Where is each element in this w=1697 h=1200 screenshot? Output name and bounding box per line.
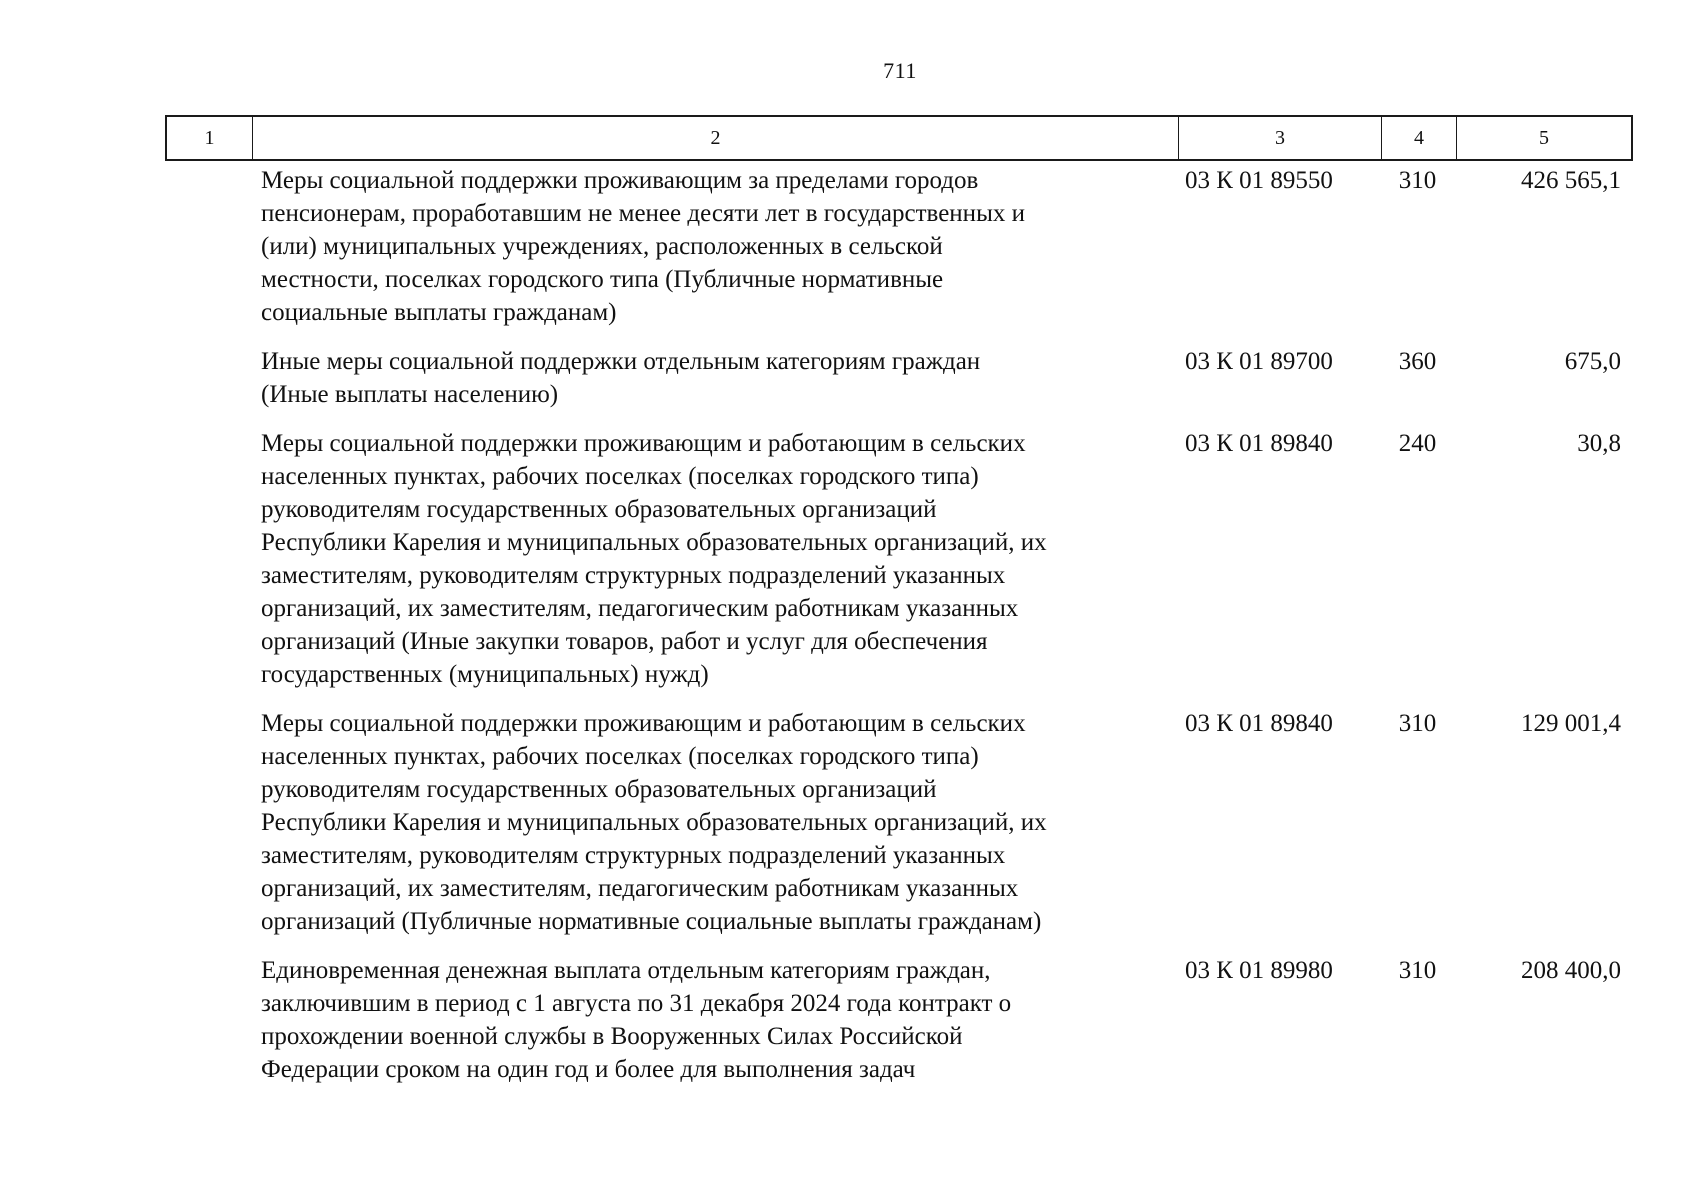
description-line: организаций (Публичные нормативные социальные выплаты гражданам) [261, 908, 1042, 935]
description-line: руководителям государственных образовательных организаций [261, 496, 937, 523]
row-amount: 30,8 [1577, 430, 1621, 457]
row-description [251, 427, 1177, 691]
header-col-2: 2 [253, 117, 1179, 159]
row-code: 03 К 01 89840 [1185, 430, 1333, 457]
row-type: 360 [1398, 348, 1437, 375]
description-line: Республики Карелия и муниципальных образовательных организаций, их [261, 529, 1047, 556]
row-code: 03 К 01 89840 [1185, 710, 1333, 737]
table-header-row [165, 115, 1633, 161]
row-code: 03 К 01 89700 [1185, 348, 1333, 375]
description-line: пенсионерам, проработавшим не менее десяти лет в государственных и [261, 200, 1025, 227]
description-line: Республики Карелия и муниципальных образовательных организаций, их [261, 809, 1047, 836]
row-description [251, 164, 1177, 329]
row-amount: 675,0 [1564, 348, 1621, 375]
header-col-3: 3 [1179, 117, 1382, 159]
description-line: местности, поселках городского типа (Публичные нормативные [261, 266, 944, 293]
description-line: организаций, их заместителям, педагогическим работникам указанных [261, 875, 1019, 902]
row-description [251, 954, 1177, 1086]
description-line: организаций, их заместителям, педагогическим работникам указанных [261, 595, 1019, 622]
row-amount: 129 001,4 [1521, 710, 1621, 737]
row-type: 310 [1398, 710, 1437, 737]
description-line: Федерации сроком на один год и более для выполнения задач [261, 1056, 916, 1083]
description-line: Меры социальной поддержки проживающим и работающим в сельских [261, 430, 1026, 457]
description-line: организаций (Иные закупки товаров, работ и услуг для обеспечения [261, 628, 988, 655]
page-number: 711 [883, 58, 917, 83]
row-type: 310 [1398, 167, 1437, 194]
description-line: заместителям, руководителям структурных подразделений указанных [261, 842, 1006, 869]
description-line: населенных пунктах, рабочих поселках (поселках городского типа) [261, 463, 979, 490]
table-row [251, 427, 1631, 691]
table-row [251, 954, 1631, 1086]
row-amount: 208 400,0 [1521, 957, 1621, 984]
header-col-5: 5 [1539, 126, 1549, 149]
table-row [251, 164, 1631, 329]
table-row [251, 707, 1631, 938]
description-line: Меры социальной поддержки проживающим и работающим в сельских [261, 710, 1026, 737]
description-line: руководителям государственных образовательных организаций [261, 776, 937, 803]
description-line: заключившим в период с 1 августа по 31 декабря 2024 года контракт о [261, 990, 1012, 1017]
row-type: 240 [1398, 430, 1437, 457]
description-line: населенных пунктах, рабочих поселках (поселках городского типа) [261, 743, 979, 770]
description-line: государственных (муниципальных) нужд) [261, 661, 709, 688]
header-col-1: 1 [167, 117, 253, 159]
row-type: 310 [1398, 957, 1437, 984]
row-code: 03 К 01 89980 [1185, 957, 1333, 984]
table-row [251, 345, 1631, 411]
description-line: прохождении военной службы в Вооруженных Силах Российской [261, 1023, 963, 1050]
header-col-4: 4 [1382, 117, 1457, 159]
row-amount: 426 565,1 [1521, 167, 1621, 194]
row-description [251, 707, 1177, 938]
description-line: (или) муниципальных учреждениях, расположенных в сельской [261, 233, 943, 260]
description-line: (Иные выплаты населению) [261, 381, 559, 408]
table-body [251, 164, 1631, 1102]
description-line: социальные выплаты гражданам) [261, 299, 617, 326]
row-code: 03 К 01 89550 [1185, 167, 1333, 194]
description-line: Иные меры социальной поддержки отдельным категориям граждан [261, 348, 981, 375]
description-line: Меры социальной поддержки проживающим за пределами городов [261, 167, 979, 194]
description-line: заместителям, руководителям структурных подразделений указанных [261, 562, 1006, 589]
row-description [251, 345, 1177, 411]
description-line: Единовременная денежная выплата отдельным категориям граждан, [261, 957, 991, 984]
